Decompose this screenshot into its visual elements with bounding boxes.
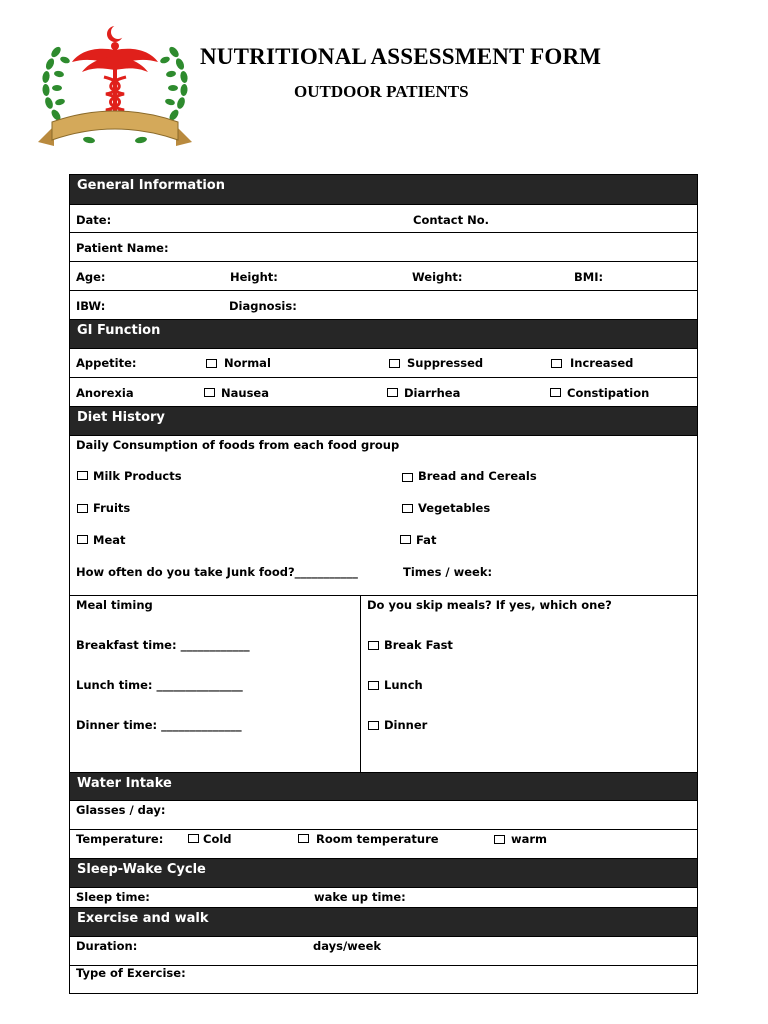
crescent-icon [107, 25, 125, 42]
warm-checkbox[interactable] [494, 835, 505, 844]
milk-checkbox[interactable] [77, 471, 88, 480]
vegetables-checkbox[interactable] [402, 504, 413, 513]
milk-label: Milk Products [93, 469, 182, 483]
row-appetite [70, 349, 697, 378]
skip-meals-question: Do you skip meals? If yes, which one? [367, 598, 612, 612]
section-header-general [70, 175, 697, 205]
skip-breakfast-checkbox[interactable] [368, 641, 379, 650]
diagnosis-label: Diagnosis: [229, 299, 297, 313]
increased-checkbox[interactable] [551, 359, 562, 368]
vegetables-label: Vegetables [418, 501, 491, 515]
anorexia-label: Anorexia [76, 386, 134, 400]
diet-block [70, 436, 697, 596]
skip-dinner-checkbox[interactable] [368, 721, 379, 730]
row-temperature [70, 830, 697, 859]
glasses-label: Glasses / day: [76, 803, 166, 817]
bread-label: Bread and Cereals [418, 469, 537, 483]
normal-label: Normal [224, 356, 271, 370]
wake-time-label: wake up time: [314, 890, 406, 904]
fat-label: Fat [416, 533, 437, 547]
form-subtitle: OUTDOOR PATIENTS [294, 82, 469, 101]
age-label: Age: [76, 270, 106, 284]
form-title: NUTRITIONAL ASSESSMENT FORM [200, 44, 602, 69]
patient-name-label: Patient Name: [76, 241, 169, 255]
fruits-label: Fruits [93, 501, 131, 515]
section-header-gi [70, 320, 697, 349]
nausea-label: Nausea [221, 386, 269, 400]
section-title: General Information [77, 178, 225, 193]
weight-label: Weight: [412, 270, 463, 284]
row-ibw [70, 291, 697, 320]
hospital-logo [34, 22, 196, 158]
section-header-exercise [70, 908, 697, 937]
skip-breakfast-label: Break Fast [384, 638, 453, 652]
diet-intro: Daily Consumption of foods from each food group [76, 438, 400, 452]
row-measurements [70, 262, 697, 291]
increased-label: Increased [570, 356, 634, 370]
diarrhea-label: Diarrhea [404, 386, 461, 400]
ibw-label: IBW: [76, 299, 106, 313]
cold-checkbox[interactable] [188, 834, 199, 843]
suppressed-checkbox[interactable] [389, 359, 400, 368]
section-title: Sleep-Wake Cycle [77, 862, 206, 877]
ribbon-banner [38, 111, 192, 146]
sleep-time-label: Sleep time: [76, 890, 150, 904]
cold-label: Cold [203, 832, 232, 846]
room-temperature-label: Room temperature [316, 832, 439, 846]
breakfast-time-field[interactable]: Breakfast time: ____________ [76, 638, 250, 652]
constipation-label: Constipation [567, 386, 650, 400]
row-patient-name [70, 233, 697, 262]
appetite-label: Appetite: [76, 356, 137, 370]
bread-checkbox[interactable] [402, 473, 413, 482]
dinner-time-field[interactable]: Dinner time: ______________ [76, 718, 242, 732]
meat-label: Meat [93, 533, 126, 547]
bmi-label: BMI: [574, 270, 604, 284]
divider [360, 596, 361, 772]
meal-block [70, 596, 697, 773]
section-title: GI Function [77, 323, 161, 338]
lunch-time-field[interactable]: Lunch time: _______________ [76, 678, 243, 692]
skip-lunch-checkbox[interactable] [368, 681, 379, 690]
section-header-sleep [70, 859, 697, 888]
temperature-label: Temperature: [76, 832, 164, 846]
section-title: Diet History [77, 410, 165, 425]
row-glasses [70, 801, 697, 830]
row-sleep [70, 888, 697, 908]
exercise-type-label: Type of Exercise: [76, 966, 186, 980]
row-date [70, 205, 697, 233]
fruits-checkbox[interactable] [77, 504, 88, 513]
junk-food-question: How often do you take Junk food?___________ [76, 565, 358, 579]
diarrhea-checkbox[interactable] [387, 388, 398, 397]
contact-label: Contact No. [413, 213, 489, 227]
constipation-checkbox[interactable] [550, 388, 561, 397]
height-label: Height: [230, 270, 278, 284]
meat-checkbox[interactable] [77, 535, 88, 544]
duration-label: Duration: [76, 939, 138, 953]
row-symptoms [70, 378, 697, 407]
section-title: Exercise and walk [77, 911, 209, 926]
normal-checkbox[interactable] [206, 359, 217, 368]
row-exercise-type [70, 966, 697, 994]
section-header-diet [70, 407, 697, 436]
skip-dinner-label: Dinner [384, 718, 428, 732]
fat-checkbox[interactable] [400, 535, 411, 544]
date-label: Date: [76, 213, 112, 227]
warm-label: warm [511, 832, 548, 846]
section-header-water [70, 773, 697, 801]
days-week-label: days/week [313, 939, 382, 953]
row-duration [70, 937, 697, 966]
room-temperature-checkbox[interactable] [298, 834, 309, 843]
section-title: Water Intake [77, 776, 172, 791]
assessment-form [69, 174, 698, 994]
nausea-checkbox[interactable] [204, 388, 215, 397]
meal-timing-label: Meal timing [76, 598, 153, 612]
suppressed-label: Suppressed [407, 356, 484, 370]
skip-lunch-label: Lunch [384, 678, 423, 692]
times-week-label: Times / week: [403, 565, 493, 579]
